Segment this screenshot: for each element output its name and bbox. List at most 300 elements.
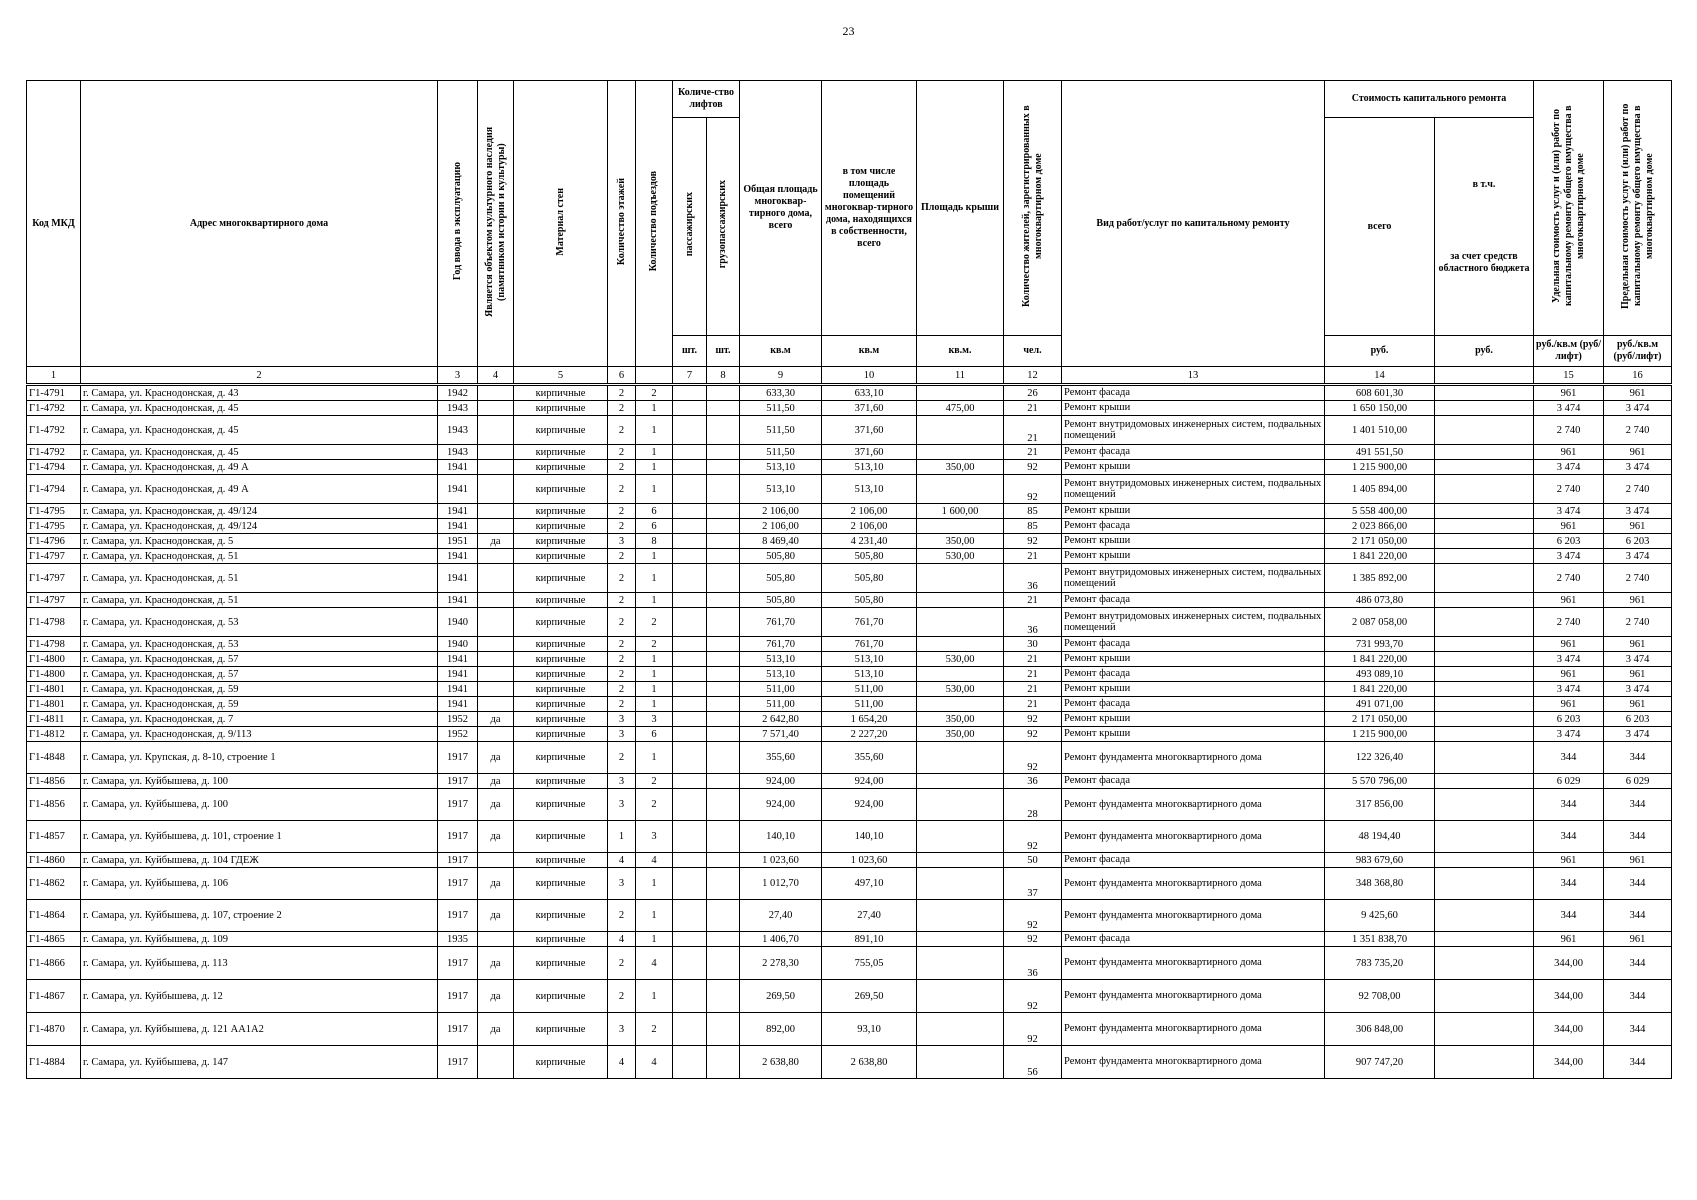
cell-residents: 30: [1004, 637, 1062, 652]
cell-floors: 2: [608, 593, 636, 608]
cell-lifts-cargo: [707, 868, 740, 900]
cell-lifts-cargo: [707, 637, 740, 652]
cell-owned-area: 633,10: [822, 385, 917, 401]
cell-code: Г1-4797: [27, 549, 81, 564]
cell-address: г. Самара, ул. Куйбышева, д. 106: [81, 868, 438, 900]
cell-cost-regional: [1435, 504, 1534, 519]
cell-owned-area: 93,10: [822, 1013, 917, 1046]
cell-floors: 2: [608, 900, 636, 932]
cell-owned-area: 513,10: [822, 475, 917, 504]
table-row: [27, 947, 1672, 980]
cell-work: Ремонт крыши: [1062, 534, 1325, 549]
cell-lifts-passenger: [673, 504, 707, 519]
cell-address: г. Самара, ул. Краснодонская, д. 51: [81, 549, 438, 564]
cell-lifts-passenger: [673, 697, 707, 712]
cell-code: Г1-4798: [27, 637, 81, 652]
cell-material: кирпичные: [514, 534, 608, 549]
cell-cost-total: 493 089,10: [1325, 667, 1435, 682]
cell-code: Г1-4791: [27, 385, 81, 401]
cell-total-area: 2 638,80: [740, 1046, 822, 1079]
cell-lifts-cargo: [707, 697, 740, 712]
cell-roof-area: 350,00: [917, 712, 1004, 727]
cell-residents: 36: [1004, 564, 1062, 593]
cell-cost-regional: [1435, 947, 1534, 980]
cell-entrances: 4: [636, 947, 673, 980]
header-cost-incl: в т.ч.: [1472, 178, 1496, 190]
cell-unit-cost: 2 740: [1534, 564, 1604, 593]
cell-owned-area: 511,00: [822, 697, 917, 712]
cell-entrances: 2: [636, 385, 673, 401]
cell-residents: 37: [1004, 868, 1062, 900]
cell-code: Г1-4867: [27, 980, 81, 1013]
cell-work: Ремонт фундамента многоквартирного дома: [1062, 821, 1325, 853]
cell-address: г. Самара, ул. Краснодонская, д. 57: [81, 667, 438, 682]
cell-material: кирпичные: [514, 385, 608, 401]
cell-material: кирпичные: [514, 742, 608, 774]
cell-residents: 92: [1004, 475, 1062, 504]
cell-cost-regional: [1435, 519, 1534, 534]
cell-roof-area: [917, 932, 1004, 947]
cell-address: г. Самара, ул. Краснодонская, д. 43: [81, 385, 438, 401]
cell-address: г. Самара, ул. Краснодонская, д. 9/113: [81, 727, 438, 742]
cell-address: г. Самара, ул. Куйбышева, д. 101, строение 1: [81, 821, 438, 853]
cell-floors: 3: [608, 534, 636, 549]
cell-work: Ремонт фундамента многоквартирного дома: [1062, 1046, 1325, 1079]
cell-cost-regional: [1435, 445, 1534, 460]
cell-total-area: 761,70: [740, 637, 822, 652]
header-unit-cost: Удельная стоимость услуг и (или) работ по капитальному ремонту общего имущества в многоквартирном доме: [1534, 81, 1604, 336]
cell-unit-cost: 961: [1534, 637, 1604, 652]
cell-floors: 3: [608, 868, 636, 900]
cell-heritage: [478, 697, 514, 712]
cell-unit-cost: 961: [1534, 853, 1604, 868]
cell-cost-total: 1 351 838,70: [1325, 932, 1435, 947]
cell-owned-area: 2 638,80: [822, 1046, 917, 1079]
cell-lifts-passenger: [673, 475, 707, 504]
cell-floors: 2: [608, 742, 636, 774]
cell-roof-area: [917, 947, 1004, 980]
cell-floors: 2: [608, 416, 636, 445]
cell-address: г. Самара, ул. Краснодонская, д. 5: [81, 534, 438, 549]
cell-work: Ремонт фундамента многоквартирного дома: [1062, 868, 1325, 900]
cell-work: Ремонт фасада: [1062, 667, 1325, 682]
cell-lifts-cargo: [707, 682, 740, 697]
cell-unit-cost: 3 474: [1534, 504, 1604, 519]
cell-max-cost: 961: [1604, 519, 1672, 534]
cell-lifts-passenger: [673, 900, 707, 932]
column-number-row: [27, 367, 1672, 385]
cell-code: Г1-4797: [27, 593, 81, 608]
cell-owned-area: 505,80: [822, 593, 917, 608]
cell-roof-area: 475,00: [917, 401, 1004, 416]
cell-max-cost: 344: [1604, 868, 1672, 900]
cell-heritage: да: [478, 900, 514, 932]
cell-cost-total: 1 385 892,00: [1325, 564, 1435, 593]
cell-unit-cost: 3 474: [1534, 549, 1604, 564]
cell-year: 1941: [438, 564, 478, 593]
cell-max-cost: 3 474: [1604, 504, 1672, 519]
cell-entrances: 1: [636, 932, 673, 947]
cell-lifts-passenger: [673, 460, 707, 475]
cell-lifts-cargo: [707, 712, 740, 727]
header-material: Материал стен: [514, 81, 608, 367]
cell-entrances: 2: [636, 637, 673, 652]
cell-lifts-passenger: [673, 932, 707, 947]
cell-code: Г1-4798: [27, 608, 81, 637]
cell-year: 1941: [438, 460, 478, 475]
cell-code: Г1-4796: [27, 534, 81, 549]
cell-roof-area: [917, 868, 1004, 900]
cell-work: Ремонт крыши: [1062, 682, 1325, 697]
cell-cost-total: 5 570 796,00: [1325, 774, 1435, 789]
cell-total-area: 1 406,70: [740, 932, 822, 947]
cell-work: Ремонт фундамента многоквартирного дома: [1062, 789, 1325, 821]
cell-heritage: [478, 475, 514, 504]
cell-roof-area: 530,00: [917, 549, 1004, 564]
cell-owned-area: 497,10: [822, 868, 917, 900]
cell-roof-area: [917, 564, 1004, 593]
table-row: [27, 932, 1672, 947]
cell-unit-cost: 2 740: [1534, 416, 1604, 445]
cell-total-area: 761,70: [740, 608, 822, 637]
cell-total-area: 513,10: [740, 460, 822, 475]
cell-roof-area: [917, 900, 1004, 932]
cell-lifts-cargo: [707, 821, 740, 853]
cell-unit-cost: 961: [1534, 385, 1604, 401]
cell-floors: 2: [608, 667, 636, 682]
cell-cost-total: 348 368,80: [1325, 868, 1435, 900]
cell-roof-area: [917, 821, 1004, 853]
cell-address: г. Самара, ул. Куйбышева, д. 104 ГДЕЖ: [81, 853, 438, 868]
cell-work: Ремонт фасада: [1062, 932, 1325, 947]
cell-entrances: 1: [636, 980, 673, 1013]
cell-address: г. Самара, ул. Краснодонская, д. 53: [81, 608, 438, 637]
cell-owned-area: 891,10: [822, 932, 917, 947]
cell-entrances: 8: [636, 534, 673, 549]
cell-roof-area: 530,00: [917, 682, 1004, 697]
header-cost-regional: [1435, 118, 1534, 336]
cell-address: г. Самара, ул. Куйбышева, д. 12: [81, 980, 438, 1013]
cell-residents: 56: [1004, 1046, 1062, 1079]
cell-code: Г1-4795: [27, 504, 81, 519]
cell-lifts-cargo: [707, 519, 740, 534]
cell-code: Г1-4801: [27, 682, 81, 697]
cell-year: 1941: [438, 549, 478, 564]
cell-lifts-cargo: [707, 789, 740, 821]
cell-year: 1917: [438, 789, 478, 821]
cell-heritage: [478, 385, 514, 401]
cell-address: г. Самара, ул. Краснодонская, д. 51: [81, 593, 438, 608]
cell-roof-area: 1 600,00: [917, 504, 1004, 519]
cell-address: г. Самара, ул. Краснодонская, д. 7: [81, 712, 438, 727]
cell-heritage: [478, 637, 514, 652]
cell-unit-cost: 344,00: [1534, 1046, 1604, 1079]
table-row: [27, 401, 1672, 416]
cell-roof-area: [917, 593, 1004, 608]
cell-material: кирпичные: [514, 401, 608, 416]
cell-unit-cost: 961: [1534, 593, 1604, 608]
cell-year: 1941: [438, 504, 478, 519]
cell-roof-area: [917, 853, 1004, 868]
cell-work: Ремонт крыши: [1062, 460, 1325, 475]
cell-address: г. Самара, ул. Куйбышева, д. 147: [81, 1046, 438, 1079]
cell-code: Г1-4866: [27, 947, 81, 980]
cell-year: 1941: [438, 652, 478, 667]
cell-material: кирпичные: [514, 1046, 608, 1079]
cell-work: Ремонт фундамента многоквартирного дома: [1062, 980, 1325, 1013]
cell-residents: 92: [1004, 1013, 1062, 1046]
cell-cost-regional: [1435, 460, 1534, 475]
cell-year: 1940: [438, 637, 478, 652]
cell-work: Ремонт крыши: [1062, 652, 1325, 667]
cell-max-cost: 961: [1604, 697, 1672, 712]
unit-cost-total: руб.: [1325, 336, 1435, 367]
cell-heritage: [478, 608, 514, 637]
cell-work: Ремонт внутридомовых инженерных систем, подвальных помещений: [1062, 416, 1325, 445]
cell-max-cost: 961: [1604, 593, 1672, 608]
cell-owned-area: 355,60: [822, 742, 917, 774]
cell-cost-regional: [1435, 980, 1534, 1013]
cell-unit-cost: 344,00: [1534, 1013, 1604, 1046]
cell-owned-area: 513,10: [822, 652, 917, 667]
cell-entrances: 3: [636, 712, 673, 727]
cell-residents: 26: [1004, 385, 1062, 401]
cell-lifts-cargo: [707, 1046, 740, 1079]
cell-total-area: 511,00: [740, 697, 822, 712]
cell-lifts-cargo: [707, 742, 740, 774]
cell-code: Г1-4795: [27, 519, 81, 534]
cell-lifts-passenger: [673, 593, 707, 608]
cell-material: кирпичные: [514, 868, 608, 900]
cell-code: Г1-4800: [27, 652, 81, 667]
header-max-cost: Предельная стоимость услуг и (или) работ по капитальному ремонту общего имущества в многоквартирном доме: [1604, 81, 1672, 336]
header-code: Код МКД: [27, 81, 81, 367]
cell-floors: 2: [608, 980, 636, 1013]
cell-cost-regional: [1435, 416, 1534, 445]
cell-entrances: 2: [636, 1013, 673, 1046]
table-row: [27, 534, 1672, 549]
cell-lifts-passenger: [673, 821, 707, 853]
cell-lifts-passenger: [673, 682, 707, 697]
cell-lifts-cargo: [707, 980, 740, 1013]
cell-work: Ремонт крыши: [1062, 549, 1325, 564]
cell-total-area: 505,80: [740, 549, 822, 564]
cell-unit-cost: 344: [1534, 900, 1604, 932]
cell-lifts-passenger: [673, 1013, 707, 1046]
cell-heritage: [478, 460, 514, 475]
cell-floors: 4: [608, 932, 636, 947]
column-number: 12: [1004, 367, 1062, 385]
column-number: 14: [1325, 367, 1435, 385]
cell-owned-area: 269,50: [822, 980, 917, 1013]
cell-lifts-passenger: [673, 385, 707, 401]
cell-cost-regional: [1435, 727, 1534, 742]
cell-work: Ремонт фасада: [1062, 637, 1325, 652]
cell-roof-area: [917, 789, 1004, 821]
cell-year: 1952: [438, 727, 478, 742]
cell-entrances: 2: [636, 608, 673, 637]
cell-roof-area: 350,00: [917, 534, 1004, 549]
cell-entrances: 1: [636, 593, 673, 608]
cell-owned-area: 4 231,40: [822, 534, 917, 549]
cell-address: г. Самара, ул. Куйбышева, д. 100: [81, 789, 438, 821]
header-residents: Количество жителей, зарегистрированных в многоквартирном доме: [1004, 81, 1062, 336]
cell-roof-area: [917, 608, 1004, 637]
cell-year: 1935: [438, 932, 478, 947]
cell-year: 1917: [438, 1046, 478, 1079]
cell-residents: 92: [1004, 932, 1062, 947]
cell-heritage: [478, 652, 514, 667]
cell-max-cost: 344: [1604, 1013, 1672, 1046]
header-owned-area: в том числе площадь помещений многоквар-тирного дома, находящихся в собственности, всего: [822, 81, 917, 336]
cell-lifts-passenger: [673, 868, 707, 900]
cell-work: Ремонт внутридомовых инженерных систем, подвальных помещений: [1062, 608, 1325, 637]
cell-material: кирпичные: [514, 682, 608, 697]
header-roof-area: Площадь крыши: [917, 81, 1004, 336]
cell-cost-total: 983 679,60: [1325, 853, 1435, 868]
cell-material: кирпичные: [514, 637, 608, 652]
cell-material: кирпичные: [514, 980, 608, 1013]
table-row: [27, 385, 1672, 401]
cell-total-area: 924,00: [740, 789, 822, 821]
cell-code: Г1-4800: [27, 667, 81, 682]
cell-material: кирпичные: [514, 593, 608, 608]
cell-max-cost: 2 740: [1604, 608, 1672, 637]
cell-max-cost: 961: [1604, 853, 1672, 868]
cell-entrances: 6: [636, 519, 673, 534]
table-row: [27, 853, 1672, 868]
cell-heritage: [478, 932, 514, 947]
table-row: [27, 727, 1672, 742]
cell-year: 1942: [438, 385, 478, 401]
cell-cost-regional: [1435, 534, 1534, 549]
cell-entrances: 2: [636, 789, 673, 821]
cell-entrances: 1: [636, 564, 673, 593]
cell-total-area: 8 469,40: [740, 534, 822, 549]
cell-residents: 36: [1004, 608, 1062, 637]
column-number: 2: [81, 367, 438, 385]
cell-lifts-passenger: [673, 608, 707, 637]
cell-floors: 2: [608, 504, 636, 519]
column-number-blank: [1435, 367, 1534, 385]
cell-heritage: да: [478, 742, 514, 774]
cell-entrances: 4: [636, 1046, 673, 1079]
cell-total-area: 924,00: [740, 774, 822, 789]
cell-lifts-cargo: [707, 900, 740, 932]
cell-year: 1943: [438, 416, 478, 445]
cell-max-cost: 3 474: [1604, 549, 1672, 564]
cell-entrances: 1: [636, 401, 673, 416]
table-row: [27, 549, 1672, 564]
unit-max-cost: руб./кв.м (руб/лифт): [1604, 336, 1672, 367]
cell-cost-regional: [1435, 385, 1534, 401]
cell-material: кирпичные: [514, 460, 608, 475]
cell-material: кирпичные: [514, 821, 608, 853]
cell-cost-regional: [1435, 742, 1534, 774]
cell-cost-total: 783 735,20: [1325, 947, 1435, 980]
cell-cost-total: 2 023 866,00: [1325, 519, 1435, 534]
cell-address: г. Самара, ул. Куйбышева, д. 107, строение 2: [81, 900, 438, 932]
cell-code: Г1-4865: [27, 932, 81, 947]
column-number: 11: [917, 367, 1004, 385]
cell-lifts-cargo: [707, 593, 740, 608]
cell-material: кирпичные: [514, 475, 608, 504]
cell-lifts-passenger: [673, 774, 707, 789]
cell-total-area: 2 106,00: [740, 519, 822, 534]
cell-residents: 21: [1004, 593, 1062, 608]
cell-residents: 92: [1004, 980, 1062, 1013]
page-number: 23: [842, 24, 855, 38]
cell-roof-area: [917, 742, 1004, 774]
cell-entrances: 6: [636, 727, 673, 742]
cell-heritage: да: [478, 980, 514, 1013]
cell-lifts-cargo: [707, 401, 740, 416]
cell-unit-cost: 6 029: [1534, 774, 1604, 789]
cell-max-cost: 344: [1604, 947, 1672, 980]
header-entrances: Количество подъездов: [636, 81, 673, 367]
cell-address: г. Самара, ул. Куйбышева, д. 109: [81, 932, 438, 947]
cell-work: Ремонт фасада: [1062, 519, 1325, 534]
cell-work: Ремонт крыши: [1062, 401, 1325, 416]
cell-heritage: [478, 667, 514, 682]
cell-roof-area: [917, 1046, 1004, 1079]
cell-work: Ремонт внутридомовых инженерных систем, подвальных помещений: [1062, 475, 1325, 504]
cell-lifts-cargo: [707, 504, 740, 519]
cell-cost-total: 1 215 900,00: [1325, 727, 1435, 742]
cell-material: кирпичные: [514, 667, 608, 682]
table-row: [27, 868, 1672, 900]
cell-residents: 50: [1004, 853, 1062, 868]
cell-floors: 2: [608, 460, 636, 475]
cell-floors: 2: [608, 475, 636, 504]
table-row: [27, 1013, 1672, 1046]
table-row: [27, 682, 1672, 697]
cell-total-area: 892,00: [740, 1013, 822, 1046]
cell-unit-cost: 2 740: [1534, 608, 1604, 637]
cell-roof-area: [917, 980, 1004, 1013]
cell-cost-regional: [1435, 608, 1534, 637]
table-row: [27, 652, 1672, 667]
cell-code: Г1-4794: [27, 460, 81, 475]
cell-cost-total: 1 215 900,00: [1325, 460, 1435, 475]
cell-max-cost: 344: [1604, 980, 1672, 1013]
cell-work: Ремонт фундамента многоквартирного дома: [1062, 1013, 1325, 1046]
cell-code: Г1-4792: [27, 445, 81, 460]
cell-cost-total: 1 841 220,00: [1325, 652, 1435, 667]
unit-unit-cost: руб./кв.м (руб/лифт): [1534, 336, 1604, 367]
cell-address: г. Самара, ул. Краснодонская, д. 49 А: [81, 460, 438, 475]
cell-max-cost: 344: [1604, 900, 1672, 932]
cell-unit-cost: 3 474: [1534, 652, 1604, 667]
cell-lifts-passenger: [673, 416, 707, 445]
cell-max-cost: 3 474: [1604, 401, 1672, 416]
header-lifts-passenger: пассажирских: [673, 118, 707, 336]
cell-lifts-passenger: [673, 742, 707, 774]
cell-owned-area: 924,00: [822, 789, 917, 821]
cell-owned-area: 513,10: [822, 460, 917, 475]
header-floors: Количество этажей: [608, 81, 636, 367]
table-row: [27, 697, 1672, 712]
header-cost: Стоимость капитального ремонта: [1325, 81, 1534, 118]
cell-year: 1943: [438, 445, 478, 460]
cell-total-area: 511,50: [740, 445, 822, 460]
cell-owned-area: 2 106,00: [822, 504, 917, 519]
cell-year: 1941: [438, 519, 478, 534]
cell-cost-regional: [1435, 1013, 1534, 1046]
cell-heritage: да: [478, 534, 514, 549]
cell-total-area: 2 642,80: [740, 712, 822, 727]
cell-total-area: 2 278,30: [740, 947, 822, 980]
